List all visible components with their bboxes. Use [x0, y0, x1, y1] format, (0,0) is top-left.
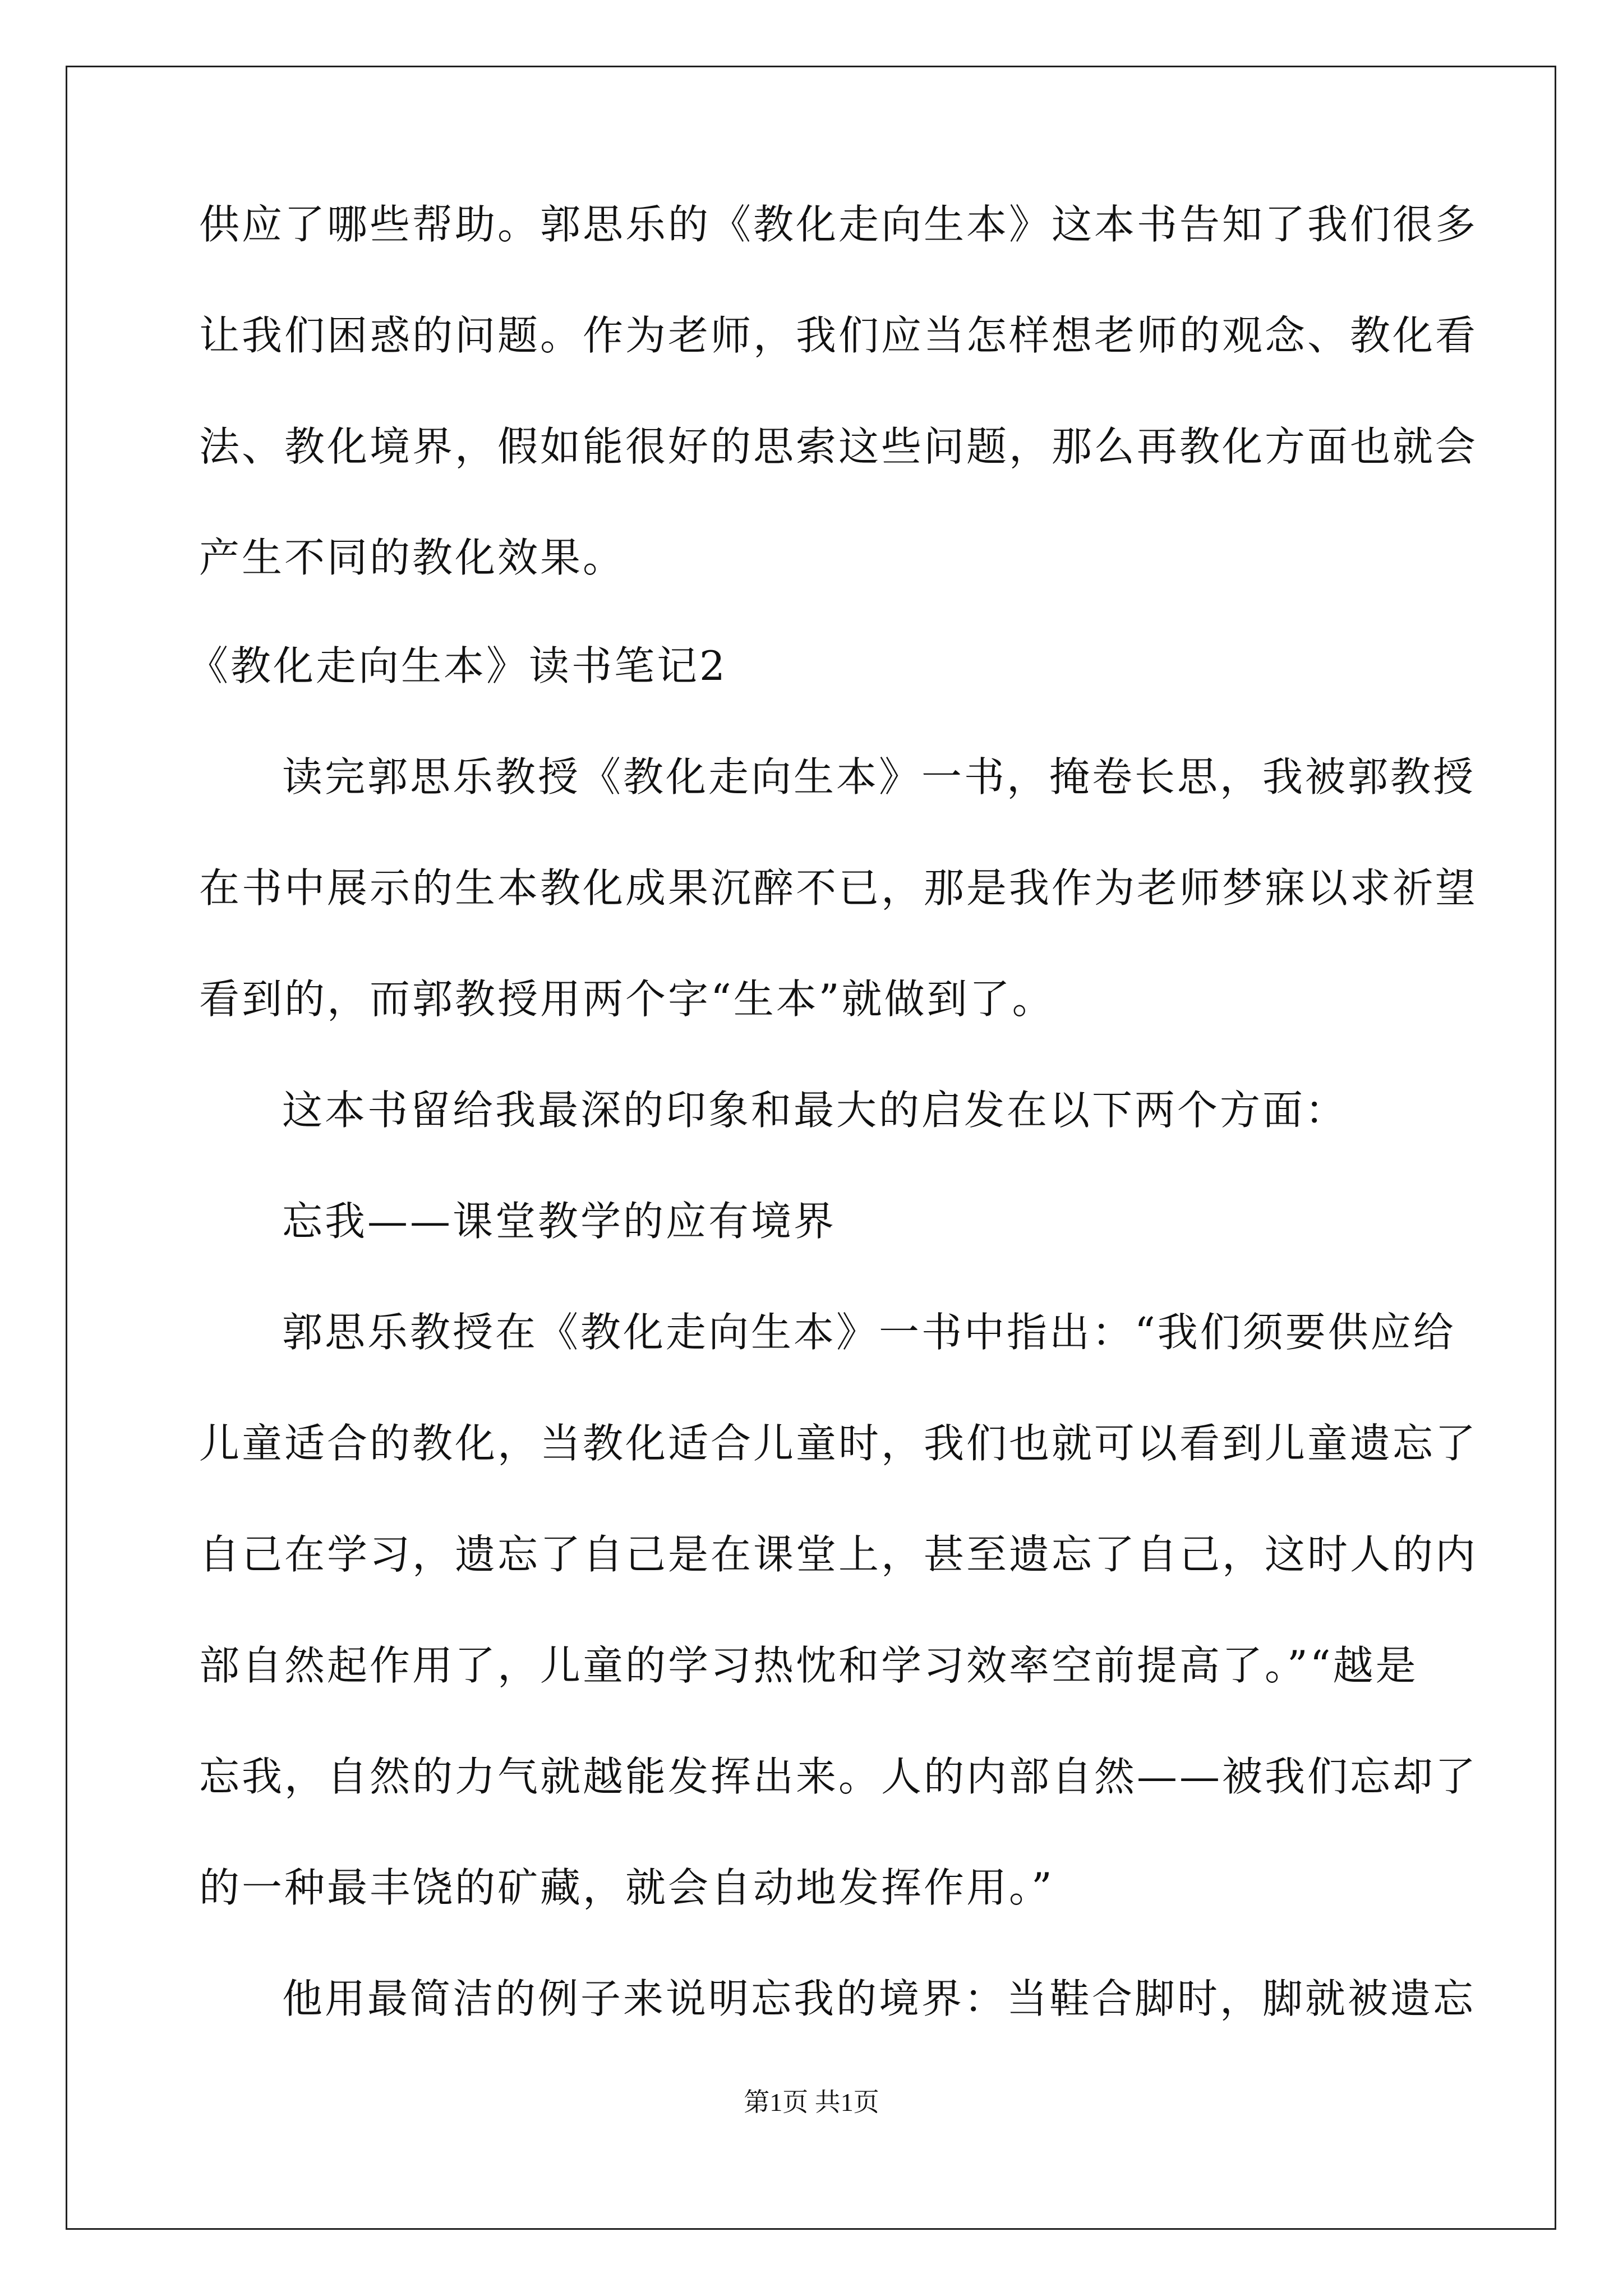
paragraph-line: 读完郭思乐教授《教化走向生本》一书，掩卷长思，我被郭教授: [282, 753, 1476, 800]
paragraph-line: 让我们困惑的问题。作为老师，我们应当怎样想老师的观念、教化看: [199, 312, 1478, 359]
paragraph-line: 这本书留给我最深的印象和最大的启发在以下两个方面：: [282, 1087, 1348, 1134]
paragraph-line: 郭思乐教授在《教化走向生本》一书中指出：“我们须要供应给: [282, 1309, 1456, 1356]
paragraph-line: 法、教化境界，假如能很好的思索这些问题，那么再教化方面也就会: [199, 423, 1478, 470]
paragraph-line: 供应了哪些帮助。郭思乐的《教化走向生本》这本书告知了我们很多: [199, 201, 1478, 248]
paragraph-line: 部自然起作用了，儿童的学习热忱和学习效率空前提高了。”“越是: [199, 1642, 1418, 1689]
paragraph-line: 在书中展示的生本教化成果沉醉不已，那是我作为老师梦寐以求祈望: [199, 864, 1478, 912]
paragraph-line: 忘我，自然的力气就越能发挥出来。人的内部自然——被我们忘却了: [199, 1753, 1478, 1800]
subheading: 忘我——课堂教学的应有境界: [282, 1198, 837, 1245]
paragraph-line: 自己在学习，遗忘了自己是在课堂上，甚至遗忘了自己，这时人的内: [199, 1531, 1478, 1578]
paragraph-line: 他用最简洁的例子来说明忘我的境界：当鞋合脚时，脚就被遗忘: [282, 1975, 1476, 2022]
page-footer: 第1页 共1页: [744, 2088, 879, 2116]
paragraph-line: 儿童适合的教化，当教化适合儿童时，我们也就可以看到儿童遗忘了: [199, 1420, 1478, 1467]
paragraph-line: 产生不同的教化效果。: [199, 534, 626, 581]
paragraph-line: 看到的，而郭教授用两个字“生本”就做到了。: [199, 976, 1055, 1023]
section-heading: 《教化走向生本》读书笔记2: [188, 642, 727, 689]
paragraph-line: 的一种最丰饶的矿藏，就会自动地发挥作用。”: [199, 1864, 1054, 1911]
